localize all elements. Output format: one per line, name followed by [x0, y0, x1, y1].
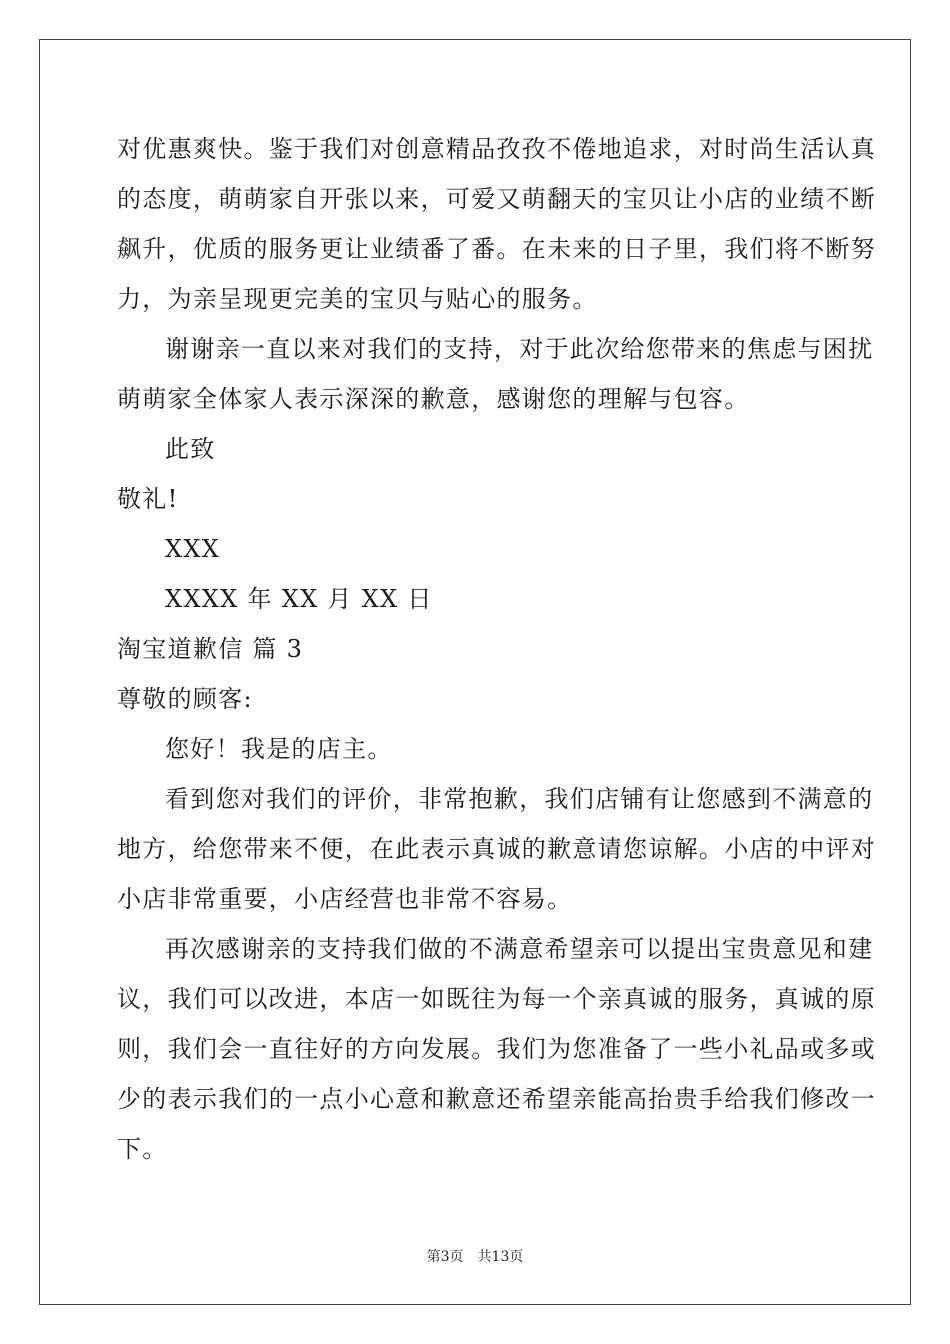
- text-line: 小店非常重要，小店经营也非常不容易。: [117, 885, 573, 913]
- text-line: 少的表示我们的一点小心意和歉意还希望亲能高抬贵手给我们修改一: [117, 1085, 876, 1113]
- page-footer: [0, 1246, 950, 1266]
- text-line: 再次感谢亲的支持我们做的不满意希望亲可以提出宝贵意见和建: [165, 935, 874, 963]
- signature-name: XXX: [165, 535, 221, 563]
- text-line: 议，我们可以改进，本店一如既往为每一个亲真诚的服务，真诚的原: [117, 985, 876, 1013]
- text-line: 的态度，萌萌家自开张以来，可爱又萌翻天的宝贝让小店的业绩不断: [117, 185, 876, 213]
- text-line: 地方，给您带来不便，在此表示真诚的歉意请您谅解。小店的中评对: [117, 835, 876, 863]
- text-line: 您好！我是的店主。: [165, 735, 393, 763]
- salutation-closing: 敬礼!: [117, 485, 179, 513]
- text-line: 萌萌家全体家人表示深深的歉意，感谢您的理解与包容。: [117, 385, 750, 413]
- page-total: 共13页: [477, 1249, 524, 1265]
- closing-phrase: 此致: [165, 435, 216, 463]
- section-heading: 淘宝道歉信 篇 3: [117, 635, 304, 663]
- signature-date: XXXX 年 XX 月 XX 日: [165, 585, 433, 613]
- text-line: 飙升，优质的服务更让业绩番了番。在未来的日子里，我们将不断努: [117, 235, 876, 263]
- page-number: 第3页: [426, 1249, 464, 1265]
- text-line: 则，我们会一直往好的方向发展。我们为您准备了一些小礼品或多或: [117, 1035, 876, 1063]
- text-line: 力，为亲呈现更完美的宝贝与贴心的服务。: [117, 285, 598, 313]
- greeting: 尊敬的顾客:: [117, 685, 253, 713]
- text-line: 看到您对我们的评价，非常抱歉，我们店铺有让您感到不满意的: [165, 785, 874, 813]
- text-line: 谢谢亲一直以来对我们的支持，对于此次给您带来的焦虑与困扰: [165, 335, 874, 363]
- document-body: [117, 124, 876, 1174]
- text-line: 对优惠爽快。鉴于我们对创意精品孜孜不倦地追求，对时尚生活认真: [117, 135, 876, 163]
- text-line: 下。: [117, 1135, 168, 1163]
